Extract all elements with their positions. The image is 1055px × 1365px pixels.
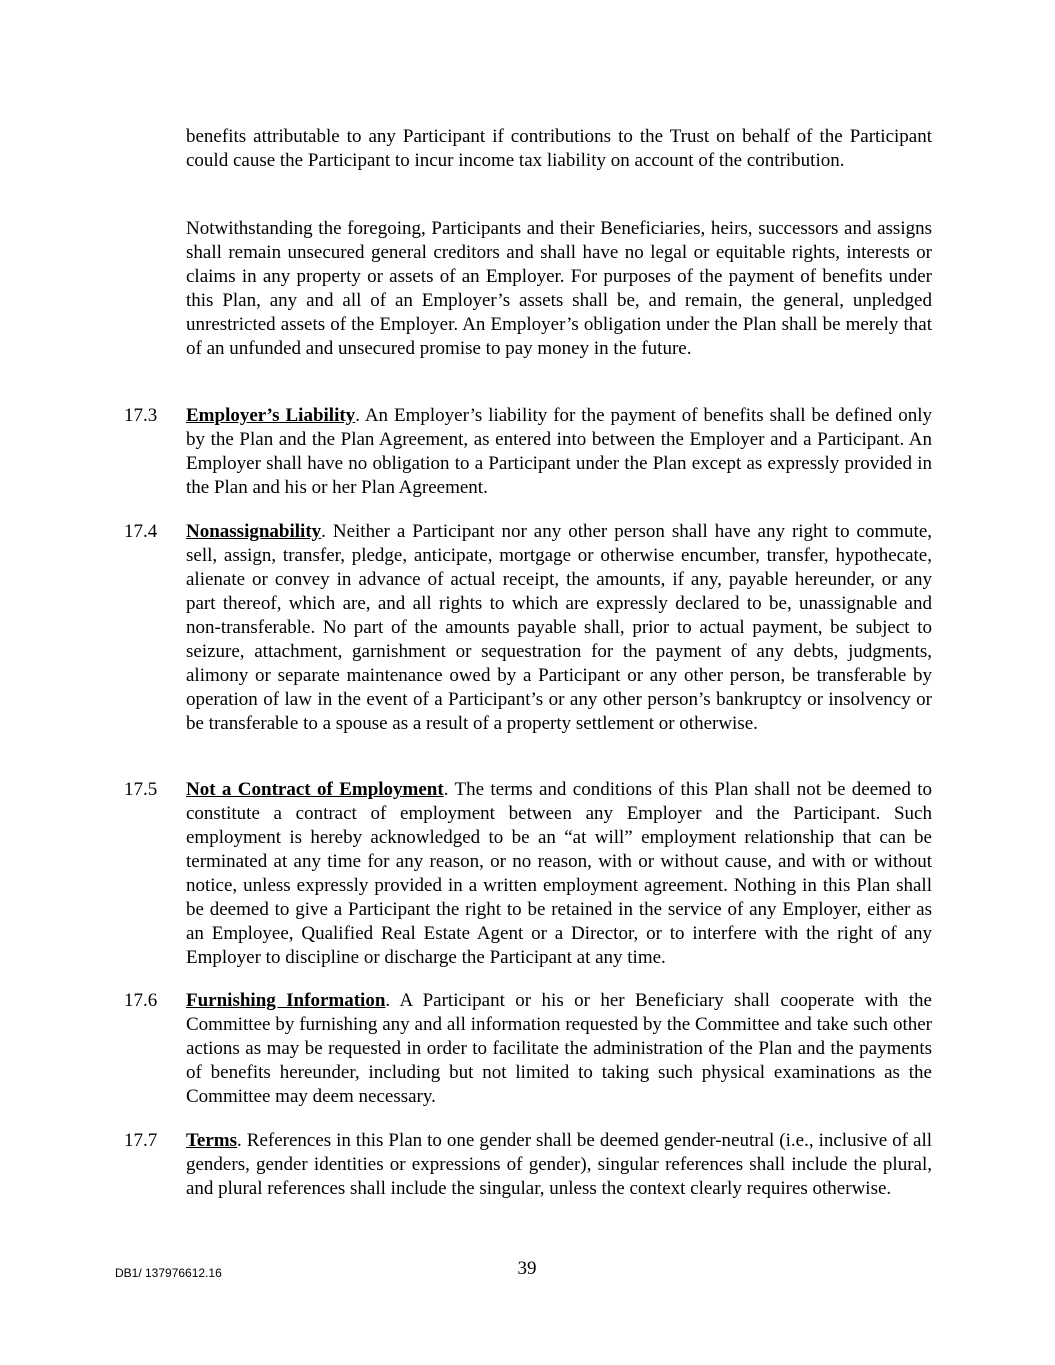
section-text: . Neither a Participant nor any other person shall have any right to commute, sell, assign, transfer, pledge, anticipate, mortgage or otherwise encumber, transfer, hypothecate, alienate or convey in advance of actual receipt, the amounts, if any, payable hereunder, or any part thereof, which are, and all rights to which are expressly declared to be, unassignable and non-transferable. No part of the amounts payable shall, prior to actual payment, be subject to seizure, attachment, garnishment or sequestration for the payment of any debts, judgments, alimony or separate maintenance owed by a Participant or any other person, be transferable by operation of law in the event of a Participant’s or any other person’s bankruptcy or insolvency or be transferable to a spouse as a result of a property settlement or otherwise. bbox=[186, 521, 932, 734]
document-id: DB1/ 137976612.16 bbox=[115, 1266, 222, 1280]
section-body bbox=[186, 1129, 932, 1201]
continuation-paragraph: benefits attributable to any Participant if contributions to the Trust on behalf of the Participant could cause the Participant to incur income tax liability on account of the contribution. bbox=[186, 126, 932, 171]
section-heading: Furnishing Information bbox=[186, 990, 386, 1011]
section-heading: Not a Contract of Employment bbox=[186, 779, 444, 800]
section-body bbox=[186, 520, 932, 736]
section-body bbox=[186, 989, 932, 1109]
section-heading: Employer’s Liability bbox=[186, 405, 356, 426]
section-number: 17.4 bbox=[124, 521, 158, 542]
section-text: . References in this Plan to one gender shall be deemed gender-neutral (i.e., inclusive of all genders, gender identities or expressions of gender), singular references shall include the plural, and plural references shall include the singular, unless the context clearly requires otherwise. bbox=[186, 1130, 932, 1199]
section-body bbox=[186, 404, 932, 500]
page-number: 39 bbox=[517, 1258, 537, 1279]
notwithstanding-paragraph: Notwithstanding the foregoing, Participants and their Beneficiaries, heirs, successors and assigns shall remain unsecured general creditors and shall have no legal or equitable rights, interests or claims in any property or assets of an Employer. For purposes of the payment of benefits under this Plan, any and all of an Employer’s assets shall be, and remain, the general, unpledged unrestricted assets of the Employer. An Employer’s obligation under the Plan shall be merely that of an unfunded and unsecured promise to pay money in the future. bbox=[186, 218, 932, 359]
section-heading: Terms bbox=[186, 1130, 238, 1151]
section-heading: Nonassignability bbox=[186, 521, 322, 542]
section-number: 17.6 bbox=[124, 990, 158, 1011]
section-number: 17.5 bbox=[124, 779, 158, 800]
section-text: . A Participant or his or her Beneficiary shall cooperate with the Committee by furnishing any and all information requested by the Committee and take such other actions as may be requested in order to facilitate the administration of the Plan and the payments of benefits hereunder, including but not limited to taking such physical examinations as the Committee may deem necessary. bbox=[186, 990, 932, 1107]
section-text: . The terms and conditions of this Plan shall not be deemed to constitute a contract of employment between any Employer and the Participant. Such employment is hereby acknowledged to be an “at will” employment relationship that can be terminated at any time for any reason, or no reason, with or without cause, and with or without notice, unless expressly provided in a written employment agreement. Nothing in this Plan shall be deemed to give a Participant the right to be retained in the service of any Employer, either as an Employee, Qualified Real Estate Agent or a Director, or to interfere with the right of any Employer to discipline or discharge the Participant at any time. bbox=[186, 779, 933, 968]
section-number: 17.7 bbox=[124, 1130, 158, 1151]
section-body bbox=[186, 778, 932, 970]
section-number: 17.3 bbox=[124, 405, 158, 426]
section-text: . An Employer’s liability for the payment of benefits shall be defined only by the Plan and the Plan Agreement, as entered into between the Employer and a Participant. An Employer shall have no obligation to a Participant under the Plan except as expressly provided in the Plan and his or her Plan Agreement. bbox=[186, 405, 932, 498]
